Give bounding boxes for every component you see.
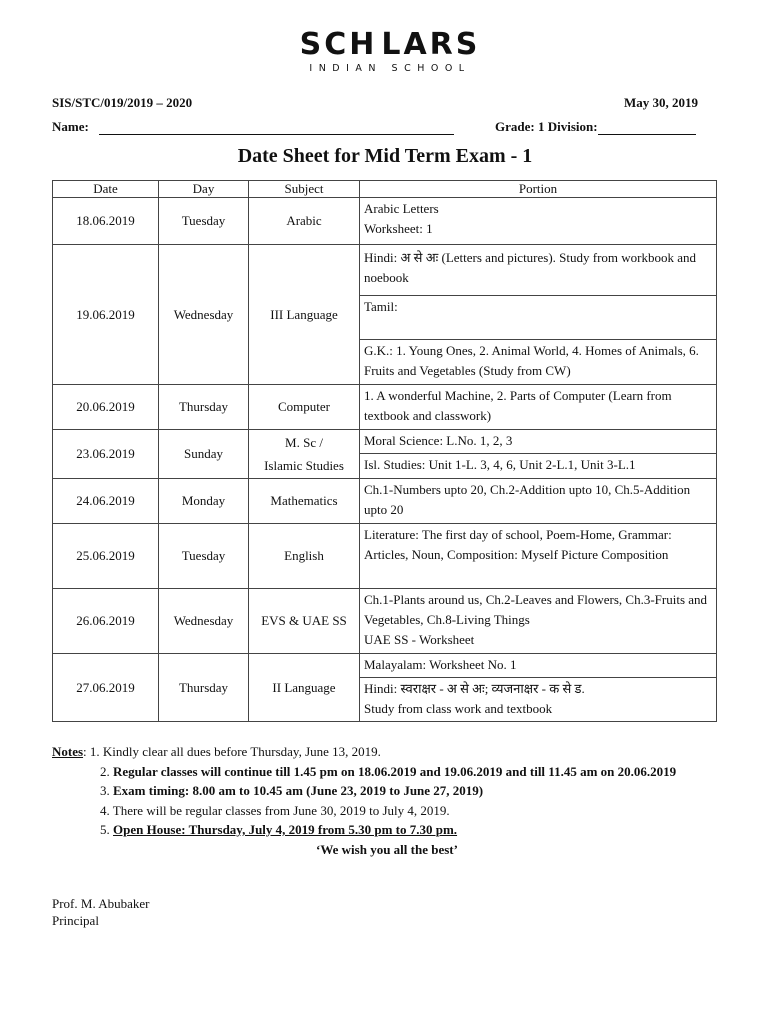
header-subject: Subject [249,181,360,198]
note-number: 5. [100,822,110,837]
cell-day: Thursday [159,385,249,430]
note-text: Open House: Thursday, July 4, 2019 from 5.30 pm to 7.30 pm. [113,822,458,837]
cell-portion: Ch.1-Numbers upto 20, Ch.2-Addition upto 10, Ch.5-Addition upto 20 [360,479,717,524]
table-row [53,385,717,430]
cell-portion: Tamil: [360,296,717,340]
cell-day: Thursday [159,654,249,722]
cell-portion: Hindi: स्वराक्षर - अ से अः; व्यजनाक्षर - क से ड. Study from class work and textbook [360,678,717,722]
logo-word-right: LARS [381,27,481,62]
notes-section [52,742,732,859]
name-label: Name: [52,119,89,134]
signatory-title: Principal [52,913,99,928]
cell-subject: II Language [249,654,360,722]
header-day: Day [159,181,249,198]
cell-day: Tuesday [159,198,249,245]
cell-subject: EVS & UAE SS [249,589,360,654]
logo-wordmark [299,27,481,62]
cell-subject: M. Sc / Islamic Studies [249,430,360,479]
page-title: Date Sheet for Mid Term Exam - 1 [237,145,533,167]
cell-portion: Malayalam: Worksheet No. 1 [360,654,717,678]
cell-portion: Literature: The first day of school, Poem-Home, Grammar: Articles, Noun, Composition: Myself Picture Composition [360,524,717,589]
table-header-row [53,181,717,198]
cell-subject: Computer [249,385,360,430]
note-text: Regular classes will continue till 1.45 pm on 18.06.2019 and 19.06.2019 and till 11.45 am on 20.06.2019 [113,763,677,779]
signatory-name: Prof. M. Abubaker [52,896,150,911]
issue-date: May 30, 2019 [623,95,698,110]
date-sheet-table [52,180,717,722]
table-row [53,524,717,589]
note-text: Kindly clear all dues before Thursday, June 13, 2019. [102,744,381,759]
cell-portion: Moral Science: L.No. 1, 2, 3 [360,430,717,454]
header-date: Date [53,181,159,198]
school-logo [299,27,481,76]
cell-portion: G.K.: 1. Young Ones, 2. Animal World, 4. Homes of Animals, 6. Fruits and Vegetables (Study from CW) [360,340,717,385]
cell-subject: III Language [249,245,360,385]
table-row [53,245,717,296]
cell-date: 25.06.2019 [53,524,159,589]
division-blank-line [598,121,696,135]
note-item [52,801,732,821]
cell-subject: English [249,524,360,589]
note-item [52,820,732,840]
cell-date: 26.06.2019 [53,589,159,654]
cell-subject: Arabic [249,198,360,245]
cell-subject: Mathematics [249,479,360,524]
grade-label: Grade: 1 Division: [495,119,598,134]
cell-portion: Arabic Letters Worksheet: 1 [360,198,717,245]
cell-day: Wednesday [159,245,249,385]
cell-day: Monday [159,479,249,524]
table-row [53,430,717,454]
note-number: 2. [100,763,110,779]
table-row [53,479,717,524]
note-item [52,762,732,782]
cell-date: 27.06.2019 [53,654,159,722]
name-field [52,119,454,135]
note-text: There will be regular classes from June 30, 2019 to July 4, 2019. [112,802,450,818]
cell-date: 19.06.2019 [53,245,159,385]
name-blank-line [99,121,454,135]
cell-portion: 1. A wonderful Machine, 2. Parts of Computer (Learn from textbook and classwork) [360,385,717,430]
table-row [53,198,717,245]
cell-date: 20.06.2019 [53,385,159,430]
note-text: Exam timing: 8.00 am to 10.45 am (June 23, 2019 to June 27, 2019) [113,783,484,798]
cell-date: 23.06.2019 [53,430,159,479]
cell-day: Wednesday [159,589,249,654]
cell-portion: Ch.1-Plants around us, Ch.2-Leaves and Flowers, Ch.3-Fruits and Vegetables, Ch.8-Living Things UAE SS - Worksheet [360,589,717,654]
note-number: 4. [100,802,110,818]
closing-wish: ‘We wish you all the best’ [316,841,458,857]
signature-block [52,895,150,929]
reference-number: SIS/STC/019/2019 – 2020 [52,95,193,110]
note-number: 3. [100,783,110,798]
cell-day: Tuesday [159,524,249,589]
logo-word-left: SCH [299,27,378,62]
header-portion: Portion [360,181,717,198]
table-row [53,654,717,678]
cell-date: 24.06.2019 [53,479,159,524]
note-number: 1. [89,744,100,759]
cell-day: Sunday [159,430,249,479]
note-item [52,781,732,801]
table-row [53,589,717,654]
cell-portion: Isl. Studies: Unit 1-L. 3, 4, 6, Unit 2-L.1, Unit 3-L.1 [360,454,717,479]
cell-date: 18.06.2019 [53,198,159,245]
cell-portion: Hindi: अ से अः (Letters and pictures). Study from workbook and noebook [360,245,717,296]
note-item: Notes: 1. Kindly clear all dues before Thursday, June 13, 2019. [52,744,381,759]
grade-field [495,119,696,135]
logo-subtitle: INDIAN SCHOOL [309,63,471,74]
notes-label: Notes [52,744,84,759]
